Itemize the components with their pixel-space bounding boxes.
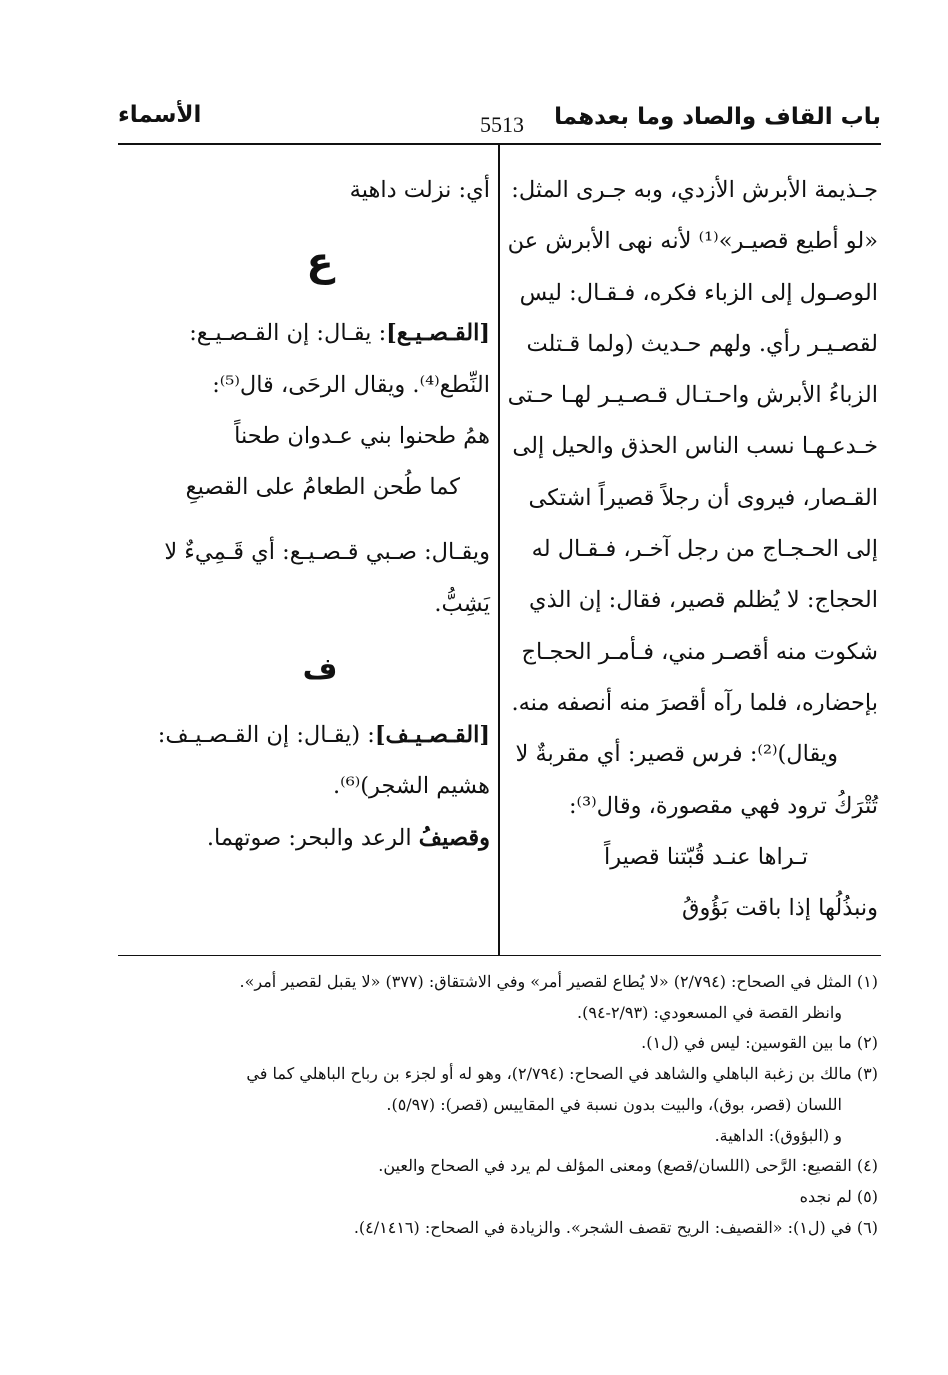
text-line: بإحضاره، فلما رآه أقصرَ منه أنصفه منه. <box>511 689 878 716</box>
text-line: ويقـال: صـبي قـصـيـع: أي قَـمِيءٌ لا <box>164 539 490 566</box>
footnote-line: (٥) لم نجده <box>799 1186 878 1206</box>
text-line: تُتْرَكُ ترود فهي مقصورة، وقال⁽³⁾: <box>568 792 878 819</box>
text-line: النِّطع⁽⁴⁾. ويقال الرحَى، قال⁽⁵⁾: <box>212 371 490 398</box>
text-line: الحجاج: لا يُظلم قصير، فقال: إن الذي <box>529 587 878 614</box>
footnote-line: (٢) ما بين القوسين: ليس في (ل١). <box>641 1033 878 1053</box>
text-line: لقصـيـر رأي. ولهم حـديث (ولما قـتلت <box>526 330 878 357</box>
entry-term: وقصيفُ <box>418 824 490 851</box>
entry-line <box>150 710 490 761</box>
footnote-line: وانظر القصة في المسعودي: (٢/٩٣-٩٤). <box>577 1002 842 1022</box>
text-line: يَشِبُّ. <box>434 590 490 617</box>
right-column <box>507 165 878 934</box>
verse-line: كما طُحن الطعامُ على القصيعِ <box>185 474 460 501</box>
text-line: شكوت منه أقصـر مني، فـأمـر الحجـاج <box>521 638 878 665</box>
section-letter: ع <box>306 239 334 286</box>
verse-line: ونبذُلُها إذا باقت بَؤُوقُ <box>682 895 878 922</box>
section-letter: ف <box>302 652 338 688</box>
verse-line: تـراها عنـد قُبّتنا قصيراً <box>603 843 808 870</box>
text-line: ويقال)⁽²⁾: فرس قصير: أي مقربةٌ لا <box>515 741 838 768</box>
section-title: الأسماء <box>118 102 202 128</box>
entry-text: : يقـال: إن القـصـيـع: <box>189 320 387 347</box>
chapter-title: باب القاف والصاد وما بعدهما <box>554 104 881 130</box>
entry-text: : (يقـال: إن القـصـيـف: <box>157 722 375 749</box>
footnote-line: و (البؤوق): الداهية. <box>714 1125 842 1145</box>
text-line: «لو أطيع قصيـر»⁽¹⁾ لأنه نهى الأبرش عن <box>507 228 878 255</box>
text-line: القـصار، فيروى أن رجلاً قصيراً اشتكى <box>528 484 878 511</box>
column-divider <box>498 143 500 955</box>
footnotes <box>48 967 878 1243</box>
text-line: جـذيمة الأبرش الأزدي، وبه جـرى المثل: <box>511 177 878 203</box>
text-line: الوصـول إلى الزباء فكره، فـقـال: ليس <box>519 279 878 306</box>
text-line: الزباءُ الأبرش واحـتـال قـصـيـر لهـا حـتى <box>507 382 878 409</box>
entry-term: [القـصـيـع] <box>386 320 490 347</box>
entry-line <box>150 813 490 864</box>
page-header <box>118 100 881 140</box>
footnote-line: (٣) مالك بن زغبة الباهلي والشاهد في الصحاح: (٢/٧٩٤)، وهو له أو لجزء بن رباح الباهلي كما في <box>246 1064 878 1084</box>
page-number: 5513 <box>480 112 524 137</box>
text-line: هشيم الشجر)⁽⁶⁾. <box>333 773 490 800</box>
footnote-rule <box>118 955 881 956</box>
entry-line <box>150 308 490 359</box>
entry-term: [القـصـيـف] <box>374 722 490 749</box>
verse-line: همُ طحنوا بني عـدوان طحناً <box>234 422 490 449</box>
footnote-line: اللسان (قصر، بوق)، والبيت بدون نسبة في المقاييس (قصر): (٥/٩٧). <box>386 1094 842 1114</box>
footnote-line: (٦) في (ل١): «القصيف: الريح تقصف الشجر». والزيادة في الصحاح: (٤/١٤١٦). <box>353 1217 878 1237</box>
text-line: إلى الحـجـاج من رجل آخـر، فـقـال له <box>531 536 878 563</box>
text-line: خـدعـهـا نسب الناس الحذق والحيل إلى <box>512 433 878 460</box>
entry-text: الرعد والبحر: صوتهما. <box>206 824 419 851</box>
footnote-line: (٤) القصيع: الرَّحى (اللسان/قصع) ومعنى المؤلف لم يرد في الصحاح والعين. <box>378 1156 878 1176</box>
text-line: أي: نزلت داهية <box>349 177 490 203</box>
footnote-line: (١) المثل في الصحاح: (٢/٧٩٤) «لا يُطاع لقصير أمر» وفي الاشتقاق: (٣٧٧) «لا يقبل لقصير أمر». <box>239 972 878 991</box>
left-column <box>150 165 490 864</box>
